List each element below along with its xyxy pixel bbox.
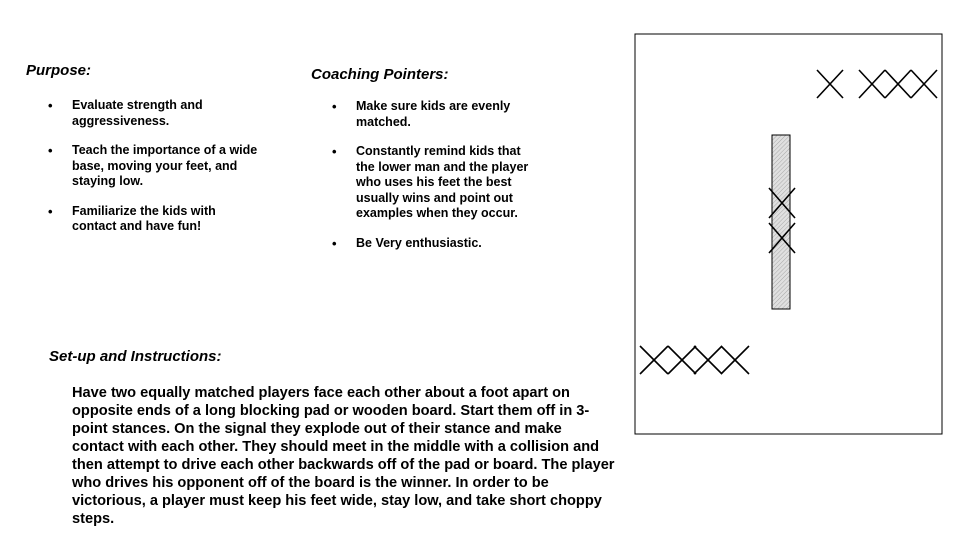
purpose-item: • Familiarize the kids with contact and have fun!	[48, 204, 263, 235]
player-x-marker	[859, 70, 885, 98]
player-x-marker	[769, 223, 795, 253]
setup-instructions: Have two equally matched players face each other about a foot apart on opposite ends of a long blocking pad or wooden board. Start them off in 3-point stances. On the signal they explode out of their stance and make contact with each other. They should meet in the middle with a collision and then attempt to drive each other backwards off of the pad or board. The player who drives his opponent off of the board is the winner. In order to be victorious, a player must keep his feet wide, stay low, and take short choppy steps.	[72, 385, 615, 527]
purpose-heading: Purpose:	[26, 62, 92, 79]
player-x-marker	[668, 346, 696, 374]
purpose-list	[48, 98, 263, 235]
coaching-pointer-item: • Constantly remind kids that the lower man and the player who uses his feet the best usually wins and point out examples when they occur.	[332, 144, 532, 222]
player-x-marker	[885, 70, 911, 98]
player-x-marker	[769, 188, 795, 218]
player-x-marker	[721, 346, 749, 374]
purpose-item: • Evaluate strength and aggressiveness.	[48, 98, 263, 129]
players-bottom-left	[640, 346, 749, 374]
player-x-marker	[694, 346, 722, 374]
player-x-marker	[911, 70, 937, 98]
setup-heading: Set-up and Instructions:	[49, 348, 222, 365]
player-x-marker	[817, 70, 843, 98]
purpose-item: • Teach the importance of a wide base, moving your feet, and staying low.	[48, 143, 263, 190]
player-x-marker	[640, 346, 668, 374]
players-top-right	[817, 70, 937, 98]
field-boundary	[635, 34, 942, 434]
coaching-pointers-heading: Coaching Pointers:	[311, 66, 449, 83]
blocking-board	[772, 135, 790, 309]
coaching-pointer-item: • Make sure kids are evenly matched.	[332, 99, 532, 130]
coaching-pointer-item: • Be Very enthusiastic.	[332, 236, 532, 252]
coaching-pointers-list	[332, 99, 532, 251]
players-center	[769, 188, 795, 253]
